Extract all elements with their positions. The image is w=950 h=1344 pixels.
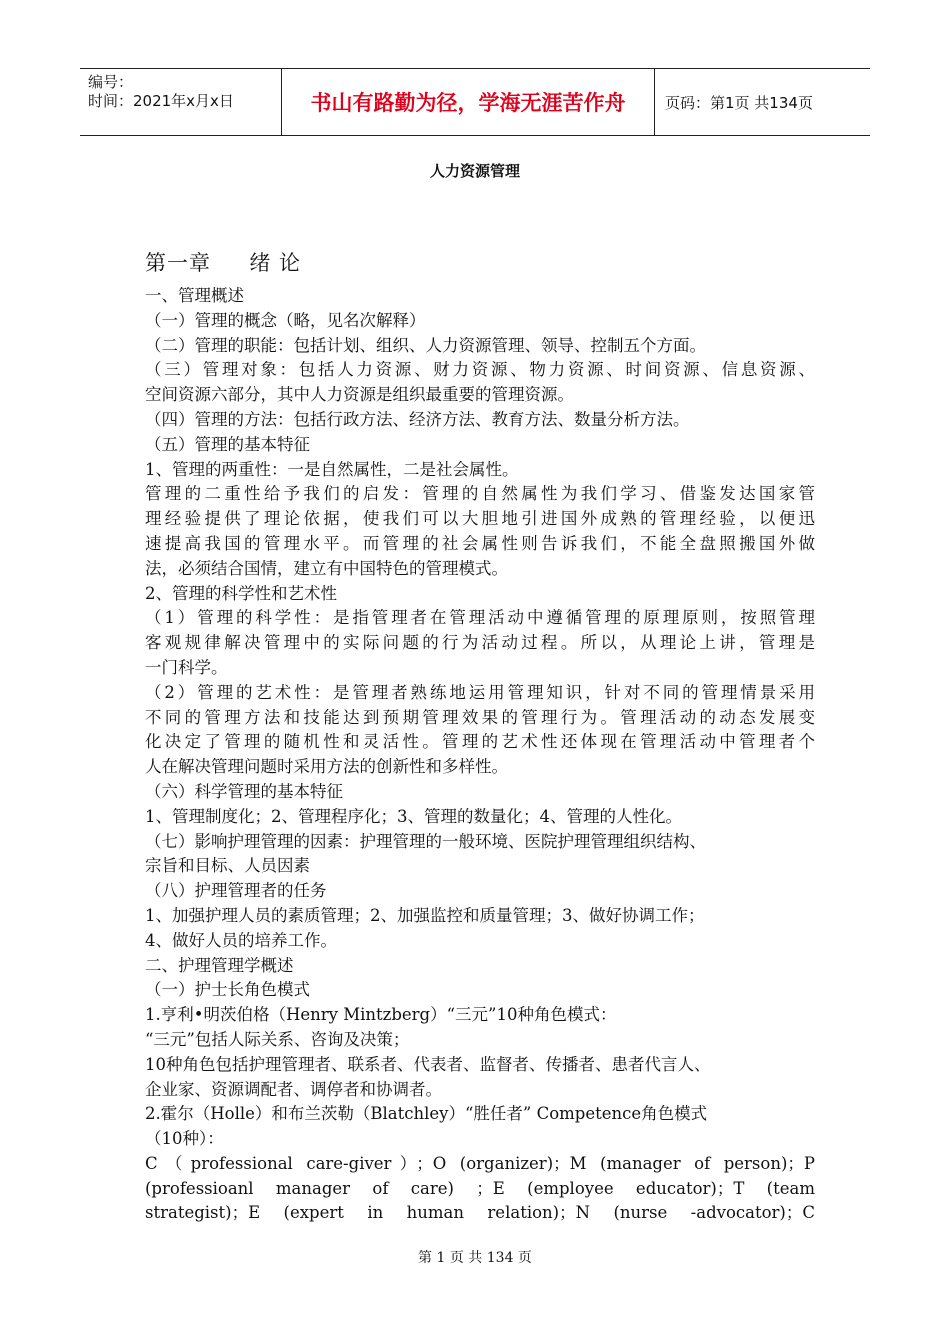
body-line: C（professional care-giver）；O (organizer)；M (manager of person)；P (145, 1153, 815, 1173)
body-line: 宗旨和目标、人员因素 (145, 856, 310, 876)
header-page-info: 页码：第1页 共134页 (665, 93, 813, 112)
body-line: strategist)；E (expert in human relation)；N (nurse -advocator)；C (145, 1203, 815, 1223)
body-line: （一）护士长角色模式 (145, 980, 310, 1000)
body-line: (professioanl manager of care) ；E (employee educator)；T (team (145, 1178, 815, 1198)
body-line: （2）管理的艺术性：是管理者熟练地运用管理知识，针对不同的管理情景采用 (145, 682, 815, 702)
body-line: 法，必须结合国情，建立有中国特色的管理模式。 (145, 558, 508, 578)
page-header (80, 68, 870, 136)
document-date: 时间：2021年x月x日 (88, 92, 234, 110)
header-meta (80, 69, 282, 135)
body-line: 1、管理制度化；2、管理程序化；3、管理的数量化；4、管理的人性化。 (145, 806, 682, 826)
body-line: 人在解决管理问题时采用方法的创新性和多样性。 (145, 757, 508, 777)
body-line: 二、护理管理学概述 (145, 955, 294, 975)
body-line: 1.亨利•明茨伯格（Henry Mintzberg）“三元”10种角色模式： (145, 1005, 617, 1025)
body-line: （10种）： (145, 1129, 224, 1149)
header-motto: 书山有路勤为径，学海无涯苦作舟 (282, 69, 655, 135)
body-line: （1）管理的科学性：是指管理者在管理活动中遵循管理的原理原则，按照管理 (145, 608, 815, 628)
body-line: 一门科学。 (145, 657, 228, 677)
body-line: （一）管理的概念（略，见名次解释） (145, 310, 426, 330)
body-line: 1、加强护理人员的素质管理；2、加强监控和质量管理；3、做好协调工作； (145, 905, 705, 925)
chapter-heading: 第一章 绪 论 (145, 251, 302, 275)
body-line: （三）管理对象：包括人力资源、财力资源、物力资源、时间资源、信息资源、 (145, 360, 815, 380)
body-line: 10种角色包括护理管理者、联系者、代表者、监督者、传播者、患者代言人、 (145, 1054, 711, 1074)
body-line: （七）影响护理管理的因素：护理管理的一般环境、医院护理管理组织结构、 (145, 831, 706, 851)
body-line: （四）管理的方法：包括行政方法、经济方法、教育方法、数量分析方法。 (145, 409, 690, 429)
body-line: “三元”包括人际关系、咨询及决策； (145, 1029, 410, 1049)
document-number-label: 编号： (88, 73, 134, 91)
body-line: （五）管理的基本特征 (145, 434, 310, 454)
body-line: 空间资源六部分，其中人力资源是组织最重要的管理资源。 (145, 385, 574, 405)
body-line: 客观规律解决管理中的实际问题的行为活动过程。所以，从理论上讲，管理是 (145, 633, 815, 653)
body-line: （二）管理的职能：包括计划、组织、人力资源管理、领导、控制五个方面。 (145, 335, 706, 355)
body-line: 不同的管理方法和技能达到预期管理效果的管理行为。管理活动的动态发展变 (145, 707, 815, 727)
body-line: 2、管理的科学性和艺术性 (145, 583, 337, 603)
body-line: （六）科学管理的基本特征 (145, 781, 343, 801)
body-line: 理经验提供了理论依据，使我们可以大胆地引进国外成熟的管理经验，以便迅 (145, 509, 815, 529)
body-line: 管理的二重性给予我们的启发：管理的自然属性为我们学习、借鉴发达国家管 (145, 484, 815, 504)
body-line: （八）护理管理者的任务 (145, 881, 327, 901)
body-line: 4、做好人员的培养工作。 (145, 930, 337, 950)
body-line: 企业家、资源调配者、调停者和协调者。 (145, 1079, 442, 1099)
page-footer: 第 1 页 共 134 页 (418, 1250, 532, 1266)
body-line: 一、管理概述 (145, 286, 244, 305)
document-body (145, 284, 815, 1226)
body-line: 1、管理的两重性：一是自然属性，二是社会属性。 (145, 459, 519, 479)
body-line: 化决定了管理的随机性和灵活性。管理的艺术性还体现在管理活动中管理者个 (145, 732, 815, 752)
document-title: 人力资源管理 (429, 162, 520, 180)
body-line: 2.霍尔（Holle）和布兰茨勒（Blatchley）“胜任者” Competence角色模式 (145, 1104, 708, 1124)
body-line: 速提高我国的管理水平。而管理的社会属性则告诉我们，不能全盘照搬国外做 (145, 533, 815, 553)
